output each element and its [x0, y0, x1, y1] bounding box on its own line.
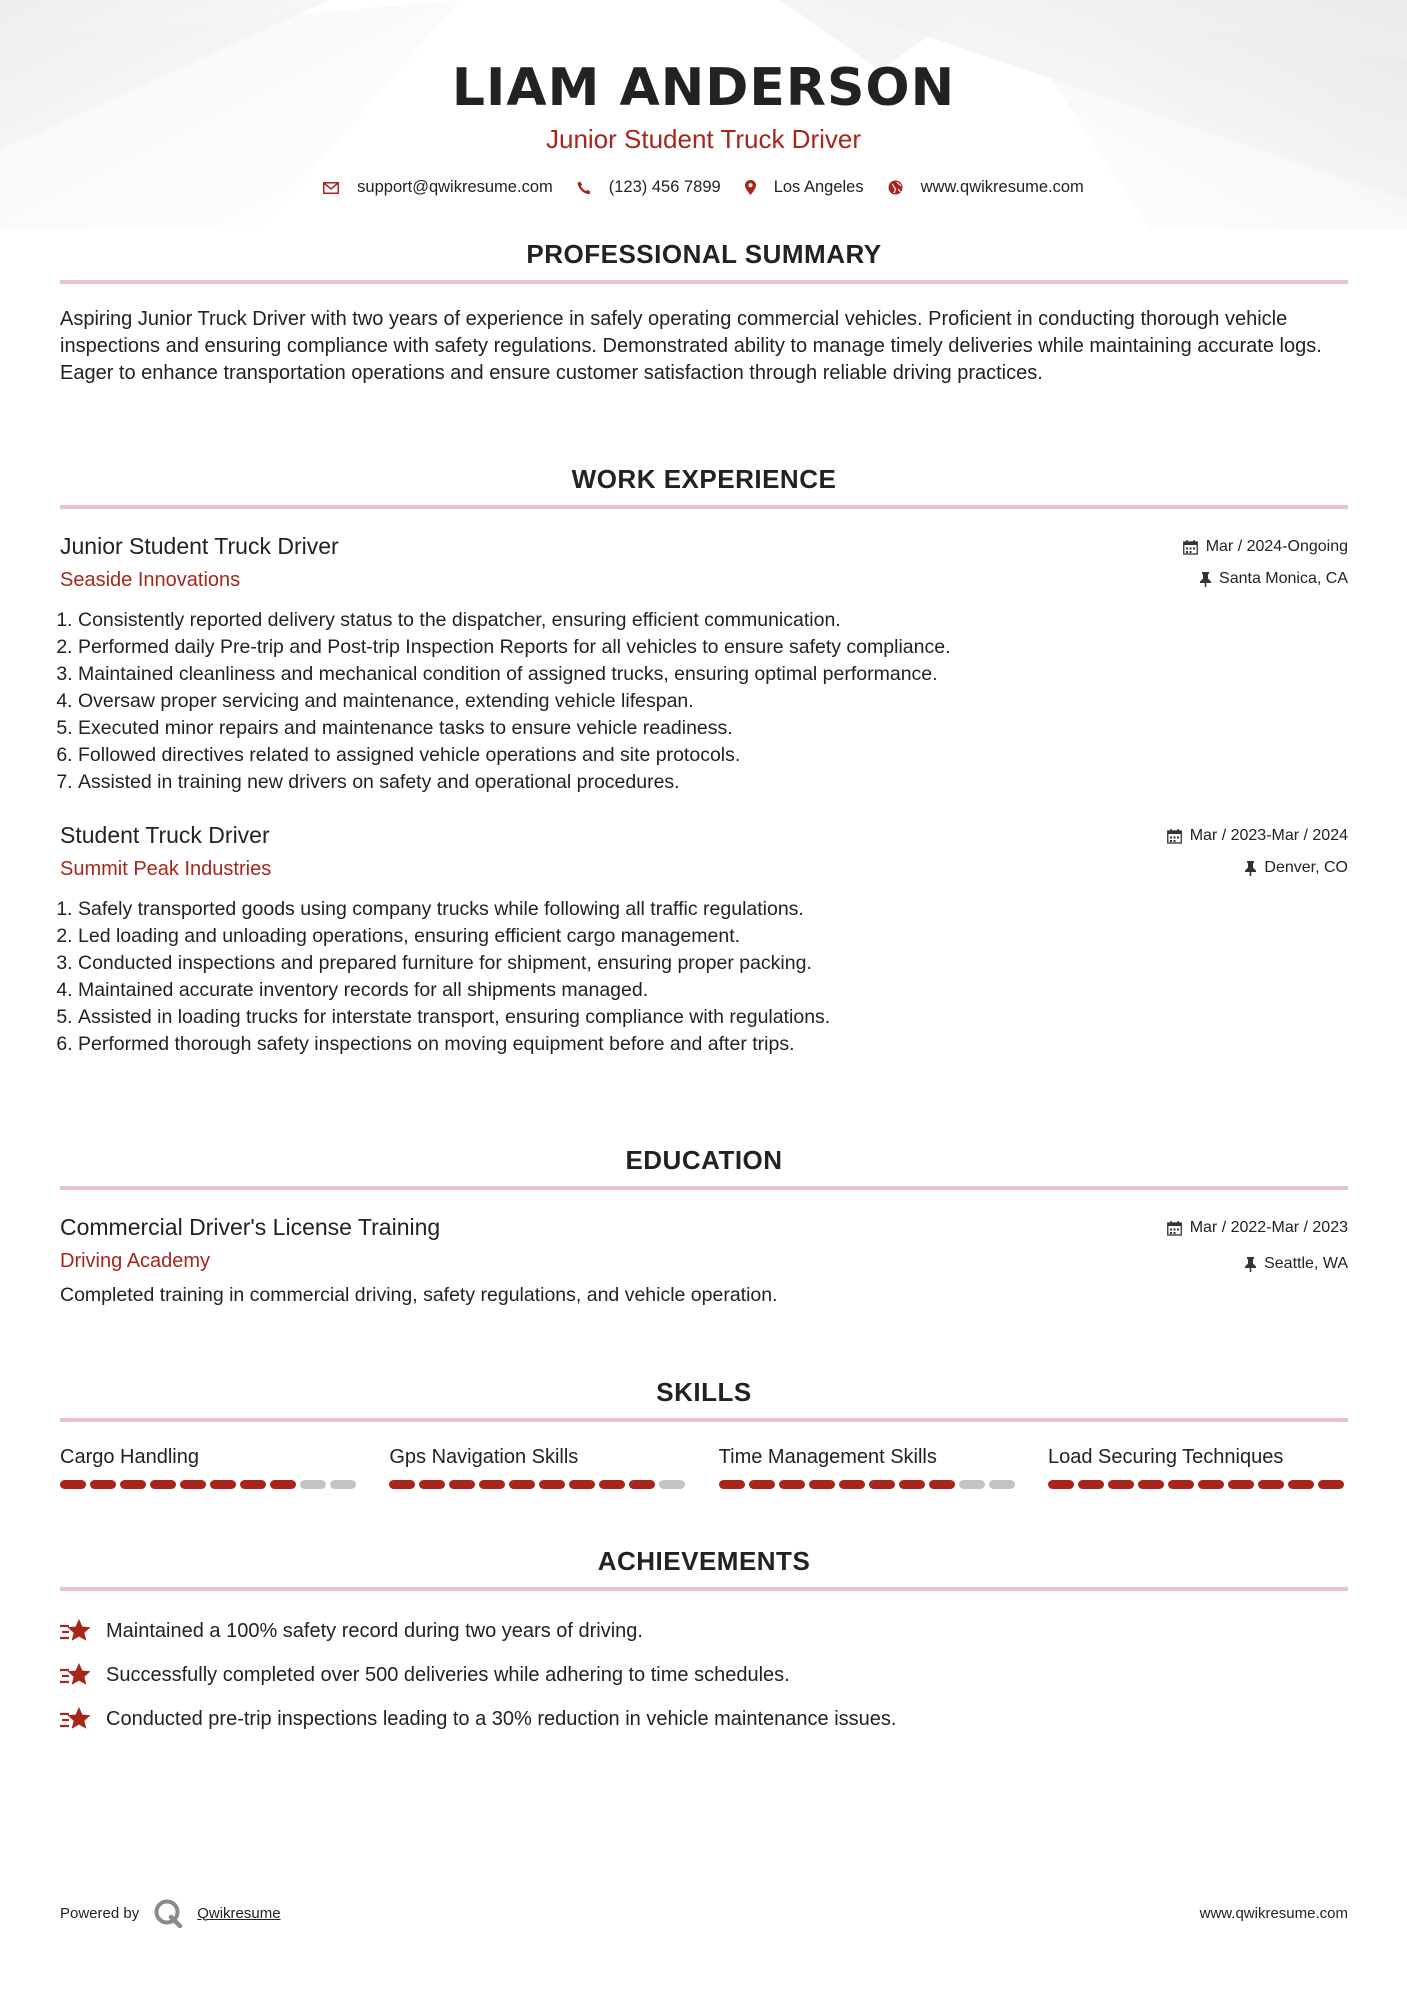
- degree-title: Commercial Driver's License Training: [60, 1214, 441, 1240]
- contact-email[interactable]: [323, 178, 553, 197]
- brand-link[interactable]: Qwikresume: [197, 1904, 281, 1922]
- skill-segment-empty: [959, 1480, 985, 1489]
- skill-segment-filled: [1168, 1480, 1194, 1489]
- contact-location: [745, 178, 864, 197]
- website-text: www.qwikresume.com: [920, 178, 1084, 196]
- education-section: [60, 1144, 1348, 1309]
- globe-icon: [888, 180, 903, 195]
- contact-bar: [0, 178, 1407, 197]
- skill-segment-filled: [869, 1480, 895, 1489]
- experience-section: [60, 463, 1348, 1058]
- school-name: Driving Academy: [60, 1250, 211, 1272]
- skill-segment-filled: [509, 1480, 535, 1489]
- education-meta: [1167, 1217, 1348, 1275]
- skill-item: [719, 1444, 1019, 1489]
- job-dates: Mar / 2024-Ongoing: [1205, 538, 1348, 555]
- list-item: 4. Maintained accurate inventory records for all shipments managed.: [78, 977, 1348, 1004]
- education-entry: [60, 1212, 1348, 1309]
- job-entry: [60, 820, 1348, 1058]
- skill-segment-filled: [1048, 1480, 1074, 1489]
- skill-segment-filled: [479, 1480, 505, 1489]
- experience-heading: WORK EXPERIENCE: [571, 464, 837, 494]
- skills-list: [60, 1444, 1348, 1489]
- calendar-icon: [1167, 829, 1182, 844]
- skill-level-bar: [60, 1480, 360, 1489]
- achievement-text: Maintained a 100% safety record during two years of driving.: [106, 1619, 643, 1642]
- job-bullets: [60, 896, 1348, 1058]
- skill-segment-empty: [659, 1480, 685, 1489]
- skill-segment-filled: [90, 1480, 116, 1489]
- job-entry: [60, 531, 1348, 796]
- section-divider: [60, 505, 1348, 509]
- job-dates: Mar / 2023-Mar / 2024: [1189, 827, 1348, 844]
- summary-heading: PROFESSIONAL SUMMARY: [526, 239, 882, 269]
- skill-name: Time Management Skills: [718, 1446, 937, 1468]
- skill-segment-filled: [839, 1480, 865, 1489]
- calendar-icon: [1183, 540, 1198, 555]
- section-divider: [60, 280, 1348, 284]
- summary-text: Aspiring Junior Truck Driver with two years of experience in safely operating commercial vehicles. Proficient in conducting thorough vehicle inspections and ensuring compliance with safety regulations. Demonstrated ability to manage timely deliveries while maintaining accurate logs. Eager to enhance transportation operations and ensure customer satisfaction through reliable driving practices.: [60, 308, 1322, 384]
- list-item: 5. Executed minor repairs and maintenance tasks to ensure vehicle readiness.: [78, 715, 1348, 742]
- skill-segment-filled: [1138, 1480, 1164, 1489]
- contact-phone[interactable]: [577, 178, 721, 197]
- job-company: Summit Peak Industries: [60, 858, 272, 880]
- skill-segment-filled: [1318, 1480, 1344, 1489]
- star-icon: [60, 1662, 92, 1688]
- skill-segment-filled: [150, 1480, 176, 1489]
- skill-segment-filled: [449, 1480, 475, 1489]
- summary-section: [60, 238, 1348, 387]
- skill-level-bar: [389, 1480, 689, 1489]
- job-location: Denver, CO: [1264, 859, 1348, 876]
- achievement-text: Successfully completed over 500 deliveries while adhering to time schedules.: [106, 1663, 790, 1686]
- skill-segment-filled: [180, 1480, 206, 1489]
- job-bullets: [60, 607, 1348, 796]
- achievement-text: Conducted pre-trip inspections leading to a 30% reduction in vehicle maintenance issues.: [106, 1707, 897, 1730]
- section-divider: [60, 1186, 1348, 1190]
- resume-header: [0, 0, 1407, 197]
- star-icon: [60, 1618, 92, 1644]
- skill-segment-filled: [1078, 1480, 1104, 1489]
- list-item: 5. Assisted in loading trucks for interstate transport, ensuring compliance with regulations.: [78, 1004, 1348, 1031]
- skill-segment-filled: [1108, 1480, 1134, 1489]
- skill-segment-filled: [389, 1480, 415, 1489]
- skill-segment-filled: [749, 1480, 775, 1489]
- skill-segment-filled: [120, 1480, 146, 1489]
- skill-segment-filled: [569, 1480, 595, 1489]
- candidate-role: Junior Student Truck Driver: [545, 124, 861, 154]
- skill-segment-filled: [240, 1480, 266, 1489]
- phone-text: (123) 456 7899: [608, 178, 721, 196]
- skill-segment-filled: [539, 1480, 565, 1489]
- skill-segment-filled: [899, 1480, 925, 1489]
- skill-segment-filled: [1288, 1480, 1314, 1489]
- pushpin-icon: [1245, 1257, 1256, 1272]
- skill-segment-filled: [1198, 1480, 1224, 1489]
- skill-name: Gps Navigation Skills: [389, 1446, 579, 1468]
- skill-segment-filled: [629, 1480, 655, 1489]
- list-item: 6. Performed thorough safety inspections on moving equipment before and after trips.: [78, 1031, 1348, 1058]
- phone-icon: [577, 181, 591, 195]
- star-icon: [60, 1706, 92, 1732]
- list-item: 3. Maintained cleanliness and mechanical condition of assigned trucks, ensuring optimal performance.: [78, 661, 1348, 688]
- footer-website-link[interactable]: www.qwikresume.com: [1199, 1904, 1348, 1922]
- location-text: Los Angeles: [773, 178, 864, 196]
- skill-segment-filled: [719, 1480, 745, 1489]
- list-item: 4. Oversaw proper servicing and maintenance, extending vehicle lifespan.: [78, 688, 1348, 715]
- education-heading: EDUCATION: [625, 1145, 783, 1175]
- contact-website[interactable]: [888, 178, 1084, 197]
- skill-name: Cargo Handling: [60, 1446, 199, 1468]
- skills-heading: SKILLS: [656, 1377, 752, 1407]
- skill-item: [389, 1444, 689, 1489]
- calendar-icon: [1167, 1221, 1182, 1236]
- page-footer: [60, 1898, 1348, 1928]
- skill-item: [60, 1444, 360, 1489]
- list-item: [60, 1697, 1348, 1741]
- map-pin-icon: [745, 180, 756, 195]
- skill-segment-filled: [809, 1480, 835, 1489]
- education-location: Seattle, WA: [1264, 1255, 1348, 1272]
- achievements-section: [60, 1545, 1348, 1741]
- qwikresume-logo-icon: [153, 1898, 183, 1928]
- list-item: 3. Conducted inspections and prepared furniture for shipment, ensuring proper packing.: [78, 950, 1348, 977]
- skill-name: Load Securing Techniques: [1047, 1446, 1284, 1468]
- section-divider: [60, 1418, 1348, 1422]
- skill-segment-filled: [779, 1480, 805, 1489]
- skill-segment-filled: [270, 1480, 296, 1489]
- skill-segment-filled: [1258, 1480, 1284, 1489]
- skill-level-bar: [719, 1480, 1019, 1489]
- education-dates: Mar / 2022-Mar / 2023: [1189, 1219, 1348, 1236]
- list-item: 7. Assisted in training new drivers on safety and operational procedures.: [78, 769, 1348, 796]
- powered-by: [60, 1898, 281, 1928]
- section-divider: [60, 1587, 1348, 1591]
- list-item: 1. Consistently reported delivery status to the dispatcher, ensuring efficient communication.: [78, 607, 1348, 634]
- education-description: Completed training in commercial driving, safety regulations, and vehicle operation.: [60, 1284, 778, 1306]
- list-item: 2. Performed daily Pre-trip and Post-trip Inspection Reports for all vehicles to ensure safety compliance.: [78, 634, 1348, 661]
- skill-segment-filled: [210, 1480, 236, 1489]
- skill-segment-filled: [1228, 1480, 1254, 1489]
- list-item: [60, 1609, 1348, 1653]
- job-meta: [1167, 825, 1348, 879]
- skills-section: [60, 1376, 1348, 1489]
- skill-segment-filled: [60, 1480, 86, 1489]
- achievements-heading: ACHIEVEMENTS: [597, 1546, 811, 1576]
- job-company: Seaside Innovations: [60, 569, 241, 591]
- pushpin-icon: [1200, 572, 1211, 587]
- pushpin-icon: [1245, 861, 1256, 876]
- list-item: 2. Led loading and unloading operations, ensuring efficient cargo management.: [78, 923, 1348, 950]
- skill-segment-filled: [599, 1480, 625, 1489]
- achievements-list: [60, 1609, 1348, 1741]
- job-location: Santa Monica, CA: [1219, 570, 1348, 587]
- job-title: Junior Student Truck Driver: [60, 533, 339, 559]
- skill-segment-empty: [300, 1480, 326, 1489]
- powered-label: Powered by: [60, 1904, 140, 1922]
- skill-segment-empty: [330, 1480, 356, 1489]
- list-item: 6. Followed directives related to assigned vehicle operations and site protocols.: [78, 742, 1348, 769]
- skill-segment-filled: [929, 1480, 955, 1489]
- skill-level-bar: [1048, 1480, 1348, 1489]
- candidate-name: LIAM ANDERSON: [451, 58, 956, 118]
- skill-item: [1048, 1444, 1348, 1489]
- job-title: Student Truck Driver: [60, 822, 270, 848]
- list-item: 1. Safely transported goods using company trucks while following all traffic regulations.: [78, 896, 1348, 923]
- skill-segment-filled: [419, 1480, 445, 1489]
- job-meta: [1183, 536, 1348, 590]
- envelope-icon: [323, 182, 339, 194]
- list-item: [60, 1653, 1348, 1697]
- email-text: support@qwikresume.com: [357, 178, 553, 196]
- skill-segment-empty: [989, 1480, 1015, 1489]
